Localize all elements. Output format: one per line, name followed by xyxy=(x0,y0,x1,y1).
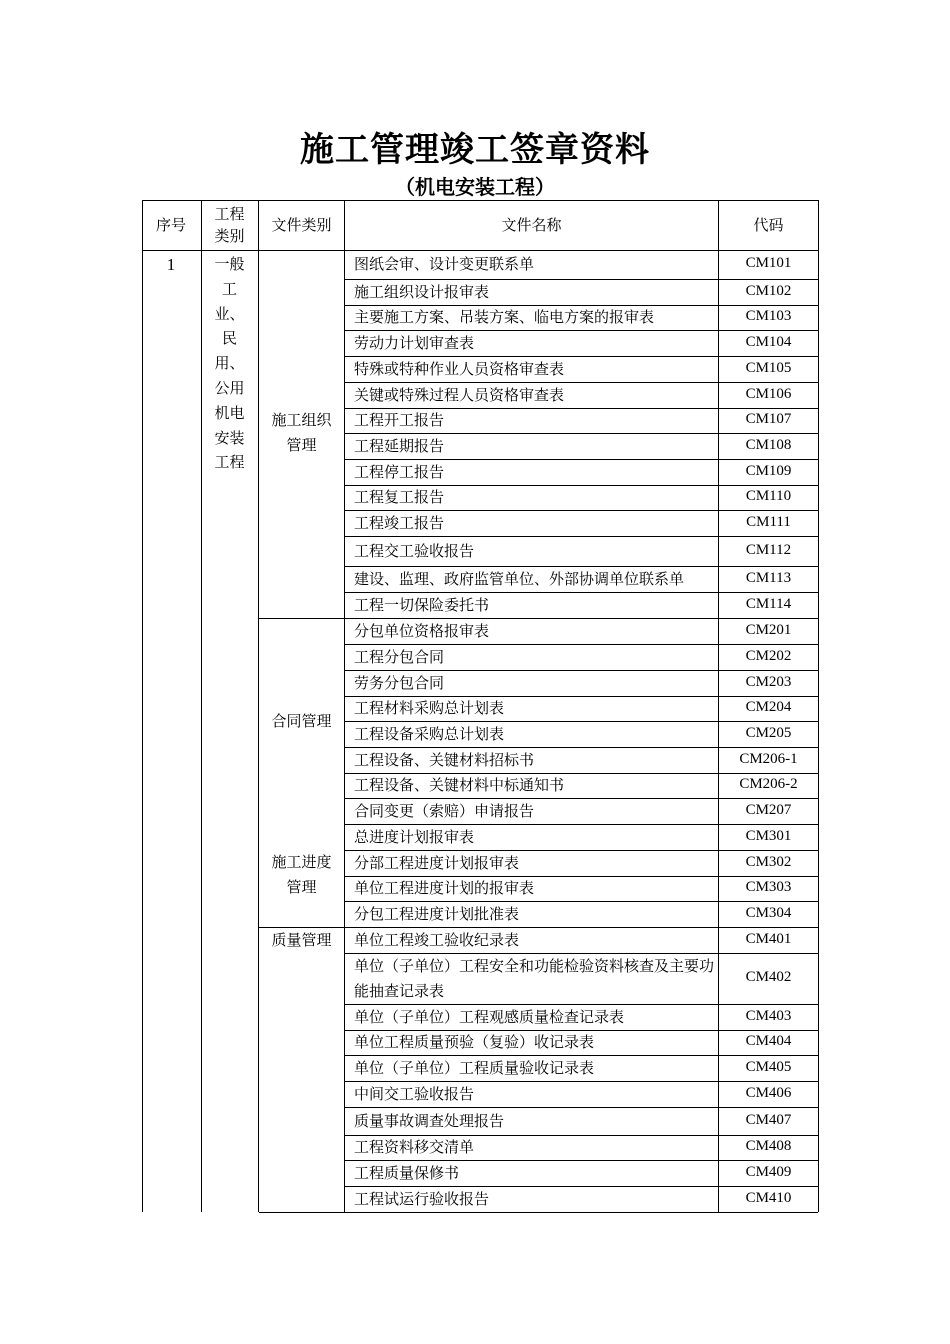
group-label-contract xyxy=(259,709,344,734)
grid-line xyxy=(345,459,818,460)
grid-line xyxy=(345,279,818,280)
file-code-cell: CM106 xyxy=(745,386,792,402)
file-name-cell: 单位（子单位）工程观感质量检查记录表 xyxy=(354,1008,625,1026)
header-code: 代码 xyxy=(753,216,784,234)
file-name-cell: 图纸会审、设计变更联系单 xyxy=(354,255,535,273)
grid-line xyxy=(345,1030,818,1031)
grid-line xyxy=(345,330,818,331)
file-name-cell: 工程分包合同 xyxy=(354,648,445,666)
file-name-cell: 工程延期报告 xyxy=(354,437,445,455)
grid-line xyxy=(345,618,818,619)
grid-line xyxy=(258,200,259,1212)
file-name-cell: 施工组织设计报审表 xyxy=(354,283,490,301)
grid-line xyxy=(345,1186,818,1187)
grid-line xyxy=(345,1107,818,1108)
group-label-line: 合同管理 xyxy=(271,712,332,730)
grid-line xyxy=(345,433,818,434)
group-label-schedule xyxy=(259,850,344,900)
file-code-cell: CM408 xyxy=(745,1138,792,1154)
file-code-cell: CM410 xyxy=(745,1190,792,1206)
page-title: 施工管理竣工签章资料 xyxy=(300,130,650,170)
file-name-cell: 工程质量保修书 xyxy=(354,1164,460,1182)
grid-line xyxy=(345,1135,818,1136)
grid-line xyxy=(345,927,818,928)
file-name-cell: 分包单位资格报审表 xyxy=(354,622,490,640)
grid-line xyxy=(345,1081,818,1082)
group-label-line: 质量管理 xyxy=(271,931,332,949)
project-category-line: 安装 xyxy=(214,428,245,447)
file-name-cell: 工程一切保险委托书 xyxy=(354,596,490,614)
grid-line xyxy=(142,250,818,251)
file-name-cell: 劳动力计划审查表 xyxy=(354,334,475,352)
grid-line xyxy=(345,773,818,774)
file-name-cell: 质量事故调查处理报告 xyxy=(354,1112,505,1130)
file-name-cell: 工程设备、关键材料中标通知书 xyxy=(354,776,565,794)
project-category-line: 业、 xyxy=(214,304,245,323)
group-label-line: 施工组织 xyxy=(271,411,332,429)
file-code-cell: CM301 xyxy=(745,828,792,844)
file-code-cell: CM102 xyxy=(745,283,792,299)
file-name-cell: 单位工程竣工验收纪录表 xyxy=(354,931,520,949)
grid-line xyxy=(345,1004,818,1005)
file-name-cell: 工程设备、关键材料招标书 xyxy=(354,751,535,769)
grid-line xyxy=(142,200,818,201)
file-name-cell: 分部工程进度计划报审表 xyxy=(354,854,520,872)
file-code-cell: CM203 xyxy=(745,674,792,690)
file-code-cell: CM204 xyxy=(745,699,792,715)
header-file-name: 文件名称 xyxy=(501,216,562,234)
file-name-cell: 工程开工报告 xyxy=(354,411,445,429)
file-code-cell: CM101 xyxy=(745,255,792,271)
file-code-cell: CM205 xyxy=(745,725,792,741)
project-category-line: 公用 xyxy=(214,378,245,397)
seq-number: 1 xyxy=(166,255,176,274)
file-code-cell: CM409 xyxy=(745,1164,792,1180)
file-name-cell: 单位工程质量预验（复验）收记录表 xyxy=(354,1033,595,1051)
grid-line xyxy=(142,200,143,1212)
file-code-cell: CM113 xyxy=(745,570,792,586)
file-name-cell: 工程材料采购总计划表 xyxy=(354,699,505,717)
grid-line xyxy=(345,592,818,593)
grid-line xyxy=(345,485,818,486)
grid-line xyxy=(718,200,719,1212)
file-name-cell: 中间交工验收报告 xyxy=(354,1085,475,1103)
file-name-cell: 工程设备采购总计划表 xyxy=(354,725,505,743)
grid-line xyxy=(345,566,818,567)
header-file-type: 文件类别 xyxy=(271,216,332,234)
file-code-cell: CM303 xyxy=(745,879,792,895)
project-category-line: 一般 xyxy=(214,255,245,273)
grid-line xyxy=(345,901,818,902)
file-name-cell: 合同变更（索赔）申请报告 xyxy=(354,802,535,820)
file-name-cell: 建设、监理、政府监管单位、外部协调单位联系单 xyxy=(354,570,685,588)
file-code-cell: CM302 xyxy=(745,854,792,870)
file-code-cell: CM403 xyxy=(745,1008,792,1024)
grid-line xyxy=(345,721,818,722)
grid-line xyxy=(344,200,345,1212)
file-code-cell: CM202 xyxy=(745,648,792,664)
file-code-cell: CM402 xyxy=(745,969,792,985)
header-category xyxy=(201,200,258,250)
group-label-line: 管理 xyxy=(286,878,317,896)
grid-line xyxy=(345,953,818,954)
grid-line xyxy=(259,618,345,619)
file-name-cell: 工程资料移交清单 xyxy=(354,1138,475,1156)
page-subtitle: （机电安装工程） xyxy=(395,175,555,199)
file-name-cell: 总进度计划报审表 xyxy=(354,828,475,846)
grid-line xyxy=(345,356,818,357)
file-name-cell: 单位工程进度计划的报审表 xyxy=(354,879,535,897)
grid-line xyxy=(345,408,818,409)
header-seq: 序号 xyxy=(155,216,186,234)
grid-line xyxy=(345,1055,818,1056)
grid-line xyxy=(345,850,818,851)
file-name-cell: 工程交工验收报告 xyxy=(354,542,475,560)
file-code-cell: CM406 xyxy=(745,1085,792,1101)
grid-line xyxy=(201,200,202,1212)
project-category-line: 用、 xyxy=(214,354,245,373)
project-category-line: 工 xyxy=(221,279,237,298)
grid-line xyxy=(345,696,818,697)
file-code-cell: CM111 xyxy=(746,514,791,530)
file-name-cell: 工程复工报告 xyxy=(354,488,445,506)
file-name-cell: 工程试运行验收报告 xyxy=(354,1190,490,1208)
grid-line xyxy=(345,305,818,306)
file-code-cell: CM206-1 xyxy=(739,751,798,767)
group-label-construction-org xyxy=(259,408,344,458)
file-code-cell: CM201 xyxy=(745,622,792,638)
file-name-cell: 主要施工方案、吊装方案、临电方案的报审表 xyxy=(354,308,655,326)
file-name-cell: 单位（子单位）工程质量验收记录表 xyxy=(354,1059,595,1077)
grid-line xyxy=(345,1160,818,1161)
file-name-cell: 关键或特殊过程人员资格审查表 xyxy=(354,386,565,404)
file-name-cell: 特殊或特种作业人员资格审查表 xyxy=(354,360,565,378)
grid-line xyxy=(259,1212,345,1213)
grid-line xyxy=(345,876,818,877)
grid-line xyxy=(345,798,818,799)
file-code-cell: CM104 xyxy=(745,334,792,350)
file-name-cell: 单位（子单位）工程安全和功能检验资料核查及主要功能抽查记录表 xyxy=(354,957,715,1000)
grid-line xyxy=(345,747,818,748)
file-code-cell: CM105 xyxy=(745,360,792,376)
file-code-cell: CM109 xyxy=(745,463,792,479)
file-code-cell: CM103 xyxy=(745,308,792,324)
group-label-line: 管理 xyxy=(286,436,317,454)
grid-line xyxy=(818,200,819,1212)
file-name-cell: 工程竣工报告 xyxy=(354,514,445,532)
group-label-quality xyxy=(259,928,344,953)
file-code-cell: CM404 xyxy=(745,1033,792,1049)
file-code-cell: CM206-2 xyxy=(739,776,798,792)
grid-line xyxy=(345,382,818,383)
file-name-cell: 分包工程进度计划批准表 xyxy=(354,905,520,923)
file-code-cell: CM110 xyxy=(745,488,792,504)
project-category-line: 机电 xyxy=(214,403,245,422)
group-label-line: 施工进度 xyxy=(271,853,332,871)
file-code-cell: CM107 xyxy=(745,411,792,427)
file-code-cell: CM108 xyxy=(745,437,792,453)
grid-line xyxy=(345,670,818,671)
file-code-cell: CM405 xyxy=(745,1059,792,1075)
grid-line xyxy=(345,644,818,645)
file-code-cell: CM401 xyxy=(745,931,792,947)
file-name-cell: 劳务分包合同 xyxy=(354,674,445,692)
project-category-line: 工程 xyxy=(214,453,245,472)
header-category-line: 类别 xyxy=(214,227,245,245)
header-category-line: 工程 xyxy=(214,205,245,223)
grid-line xyxy=(345,1212,818,1213)
file-code-cell: CM207 xyxy=(745,802,792,818)
file-code-cell: CM112 xyxy=(745,542,792,558)
project-category-line: 民 xyxy=(221,329,237,348)
project-category xyxy=(201,252,258,475)
file-code-cell: CM304 xyxy=(745,905,792,921)
grid-line xyxy=(259,927,345,928)
file-name-cell: 工程停工报告 xyxy=(354,463,445,481)
grid-line xyxy=(345,510,818,511)
grid-line xyxy=(345,824,818,825)
file-code-cell: CM114 xyxy=(745,596,792,612)
grid-line xyxy=(345,536,818,537)
file-code-cell: CM407 xyxy=(745,1112,792,1128)
